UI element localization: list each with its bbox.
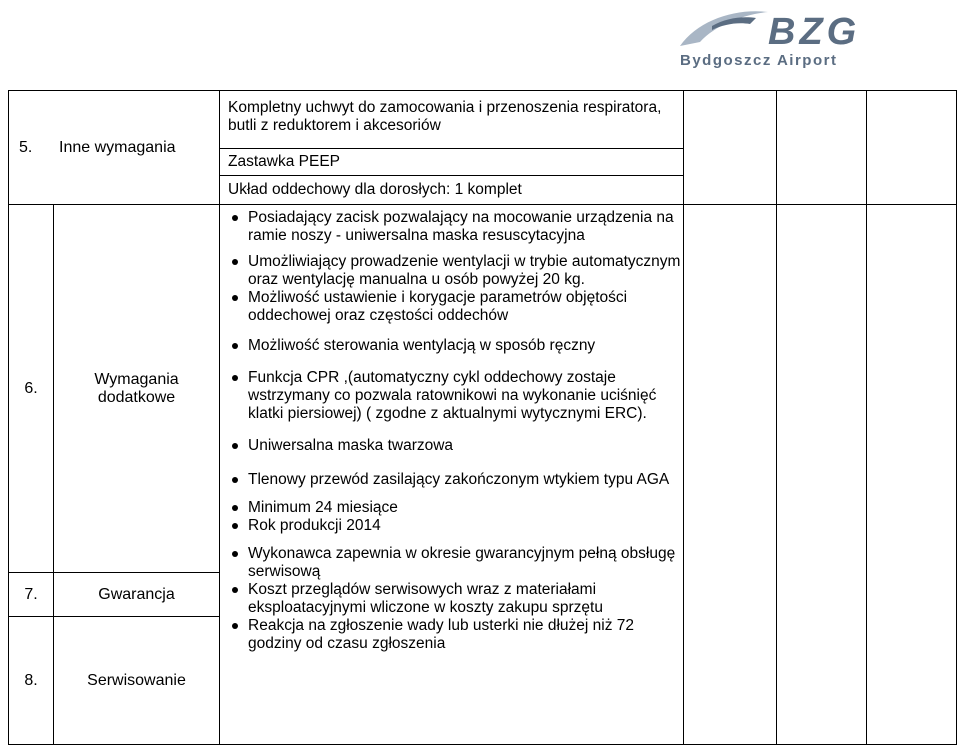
requirement-list [228,209,683,653]
empty-cell [777,91,867,205]
requirement-cell: Kompletny uchwyt do zamocowania i przenoszenia respiratora, butli z reduktorem i akcesoriów [220,91,684,149]
requirement-cell: Zastawka PEEP [220,149,684,176]
list-item: Tlenowy przewód zasilający zakończonym wtykiem typu AGA [228,471,683,489]
empty-cell [867,205,957,745]
requirements-table [8,90,957,745]
section-title: Inne wymagania [59,138,176,156]
section-number: 8. [9,617,54,745]
list-item: Możliwość sterowania wentylacją w sposób ręczny [228,337,683,355]
logo-subtitle: Bydgoszcz Airport [680,52,838,69]
list-item: Reakcja na zgłoszenie wady lub usterki nie dłużej niż 72 godziny od czasu zgłoszenia [228,617,683,653]
list-item: Możliwość ustawienie i korygacje parametrów objętości oddechowej oraz częstości oddechów [228,289,683,325]
table-row [9,91,957,149]
list-item: Umożliwiający prowadzenie wentylacji w trybie automatycznym oraz wentylację manualna u osób powyżej 20 kg. [228,253,683,289]
list-item: Koszt przeglądów serwisowych wraz z materiałami eksploatacyjnymi wliczone w koszty zakupu sprzętu [228,581,683,617]
section-5-header [9,91,220,205]
logo-brand-text: BZG [768,11,861,53]
empty-cell [867,91,957,205]
list-item: Uniwersalna maska twarzowa [228,437,683,455]
empty-cell [777,205,867,745]
list-item: Funkcja CPR ,(automatyczny cykl oddechowy zostaje wstrzymany co pozwala ratownikowi na wykonanie uciśnięć klatki piersiowej) ( zgodne z aktualnymi wytycznymi ERC). [228,369,683,423]
section-number: 7. [9,573,54,617]
empty-cell [684,91,777,205]
requirement-cell: Układ oddechowy dla dorosłych: 1 komplet [220,176,684,205]
section-title: Gwarancja [54,573,220,617]
empty-cell [684,205,777,745]
section-title: Wymagania dodatkowe [54,205,220,573]
list-item: Wykonawca zapewnia w okresie gwarancyjnym pełną obsługę serwisową [228,545,683,581]
table-row [9,205,957,573]
section-number: 5. [19,138,33,156]
section-title: Serwisowanie [54,617,220,745]
list-item: Posiadający zacisk pozwalający na mocowanie urządzenia na ramie noszy - uniwersalna maska resuscytacyjna [228,209,683,245]
list-item: Minimum 24 miesiące [228,499,683,517]
list-item: Rok produkcji 2014 [228,517,683,535]
requirement-list-cell [220,205,684,745]
logo-swoosh [680,11,768,46]
section-number: 6. [9,205,54,573]
